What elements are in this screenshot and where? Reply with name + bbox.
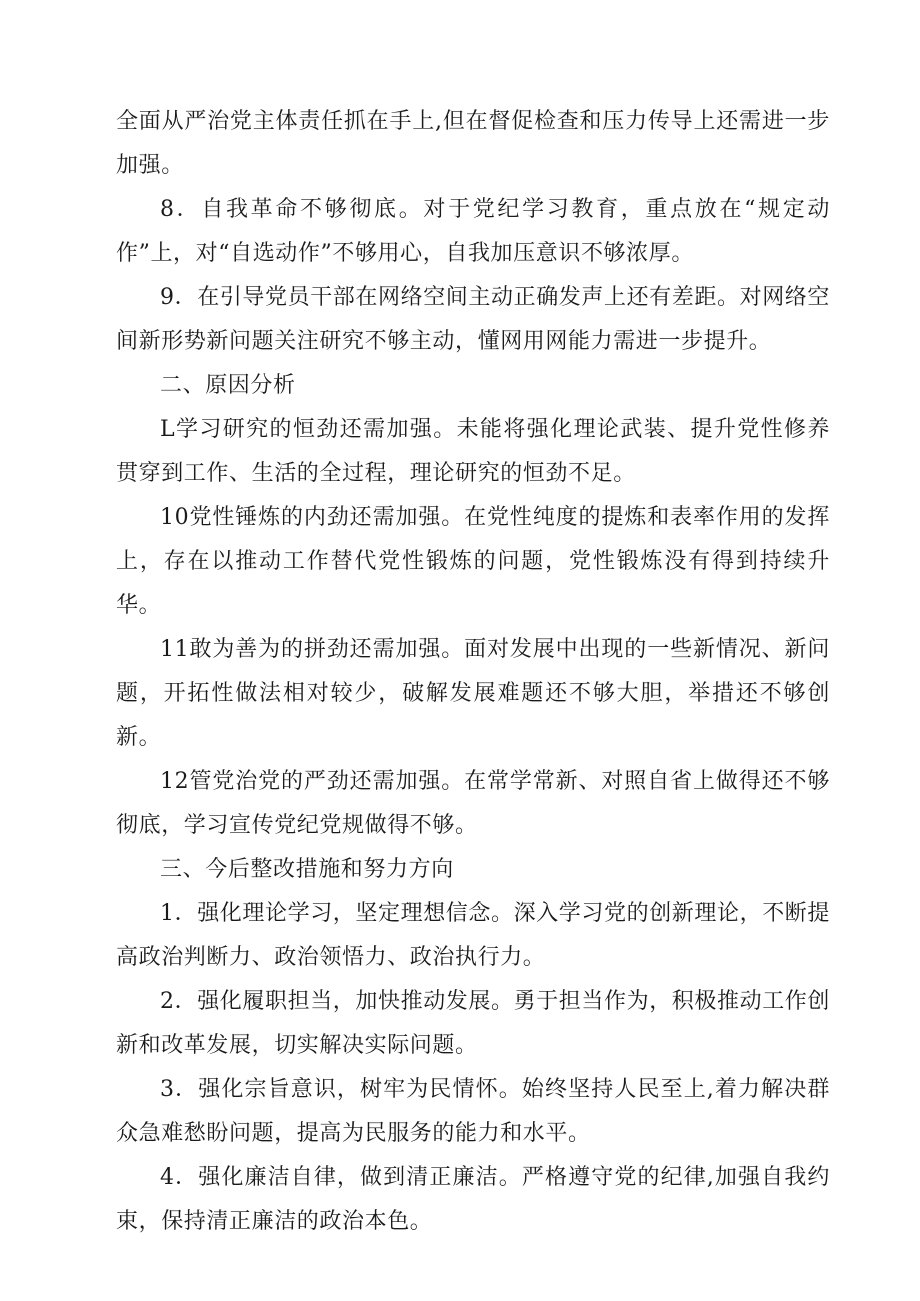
document-body <box>116 100 830 1244</box>
paragraph-measure-1: 1．强化理论学习，坚定理想信念。深入学习党的创新理论，不断提高政治判断力、政治领悟力、政治执行力。 <box>116 901 830 970</box>
paragraph-cause-12: 12管党治党的严劲还需加强。在常学常新、对照自省上做得还不够彻底，学习宣传党纪党规做得不够。 <box>116 769 830 838</box>
paragraph-item-9: 9．在引导党员干部在网络空间主动正确发声上还有差距。对网络空间新形势新问题关注研究不够主动，懂网用网能力需进一步提升。 <box>116 285 830 354</box>
paragraph-item-8: 8．自我革命不够彻底。对于党纪学习教育，重点放在“规定动作”上，对“自选动作”不够用心，自我加压意识不够浓厚。 <box>116 197 830 266</box>
paragraph-continuation: 全面从严治党主体责任抓在手上,但在督促检查和压力传导上还需进一步加强。 <box>116 109 830 178</box>
paragraph-measure-4: 4．强化廉洁自律，做到清正廉洁。严格遵守党的纪律,加强自我约束，保持清正廉洁的政治本色。 <box>116 1165 830 1234</box>
section-heading-rectification: 三、今后整改措施和努力方向 <box>160 857 454 882</box>
section-heading-cause-analysis: 二、原因分析 <box>160 373 296 398</box>
paragraph-cause-11: 11敢为善为的拼劲还需加强。面对发展中出现的一些新情况、新问题，开拓性做法相对较少，破解发展难题还不够大胆，举措还不够创新。 <box>116 637 830 750</box>
paragraph-measure-3: 3．强化宗旨意识，树牢为民情怀。始终坚持人民至上,着力解决群众急难愁盼问题，提高为民服务的能力和水平。 <box>116 1077 830 1146</box>
paragraph-cause-10: 10党性锤炼的内劲还需加强。在党性纯度的提炼和表率作用的发挥上，存在以推动工作替代党性锻炼的问题，党性锻炼没有得到持续升华。 <box>116 505 830 618</box>
paragraph-measure-2: 2．强化履职担当，加快推动发展。勇于担当作为，积极推动工作创新和改革发展，切实解决实际问题。 <box>116 989 830 1058</box>
paragraph-cause-1: L学习研究的恒劲还需加强。未能将强化理论武装、提升党性修养贯穿到工作、生活的全过程，理论研究的恒劲不足。 <box>116 417 830 486</box>
